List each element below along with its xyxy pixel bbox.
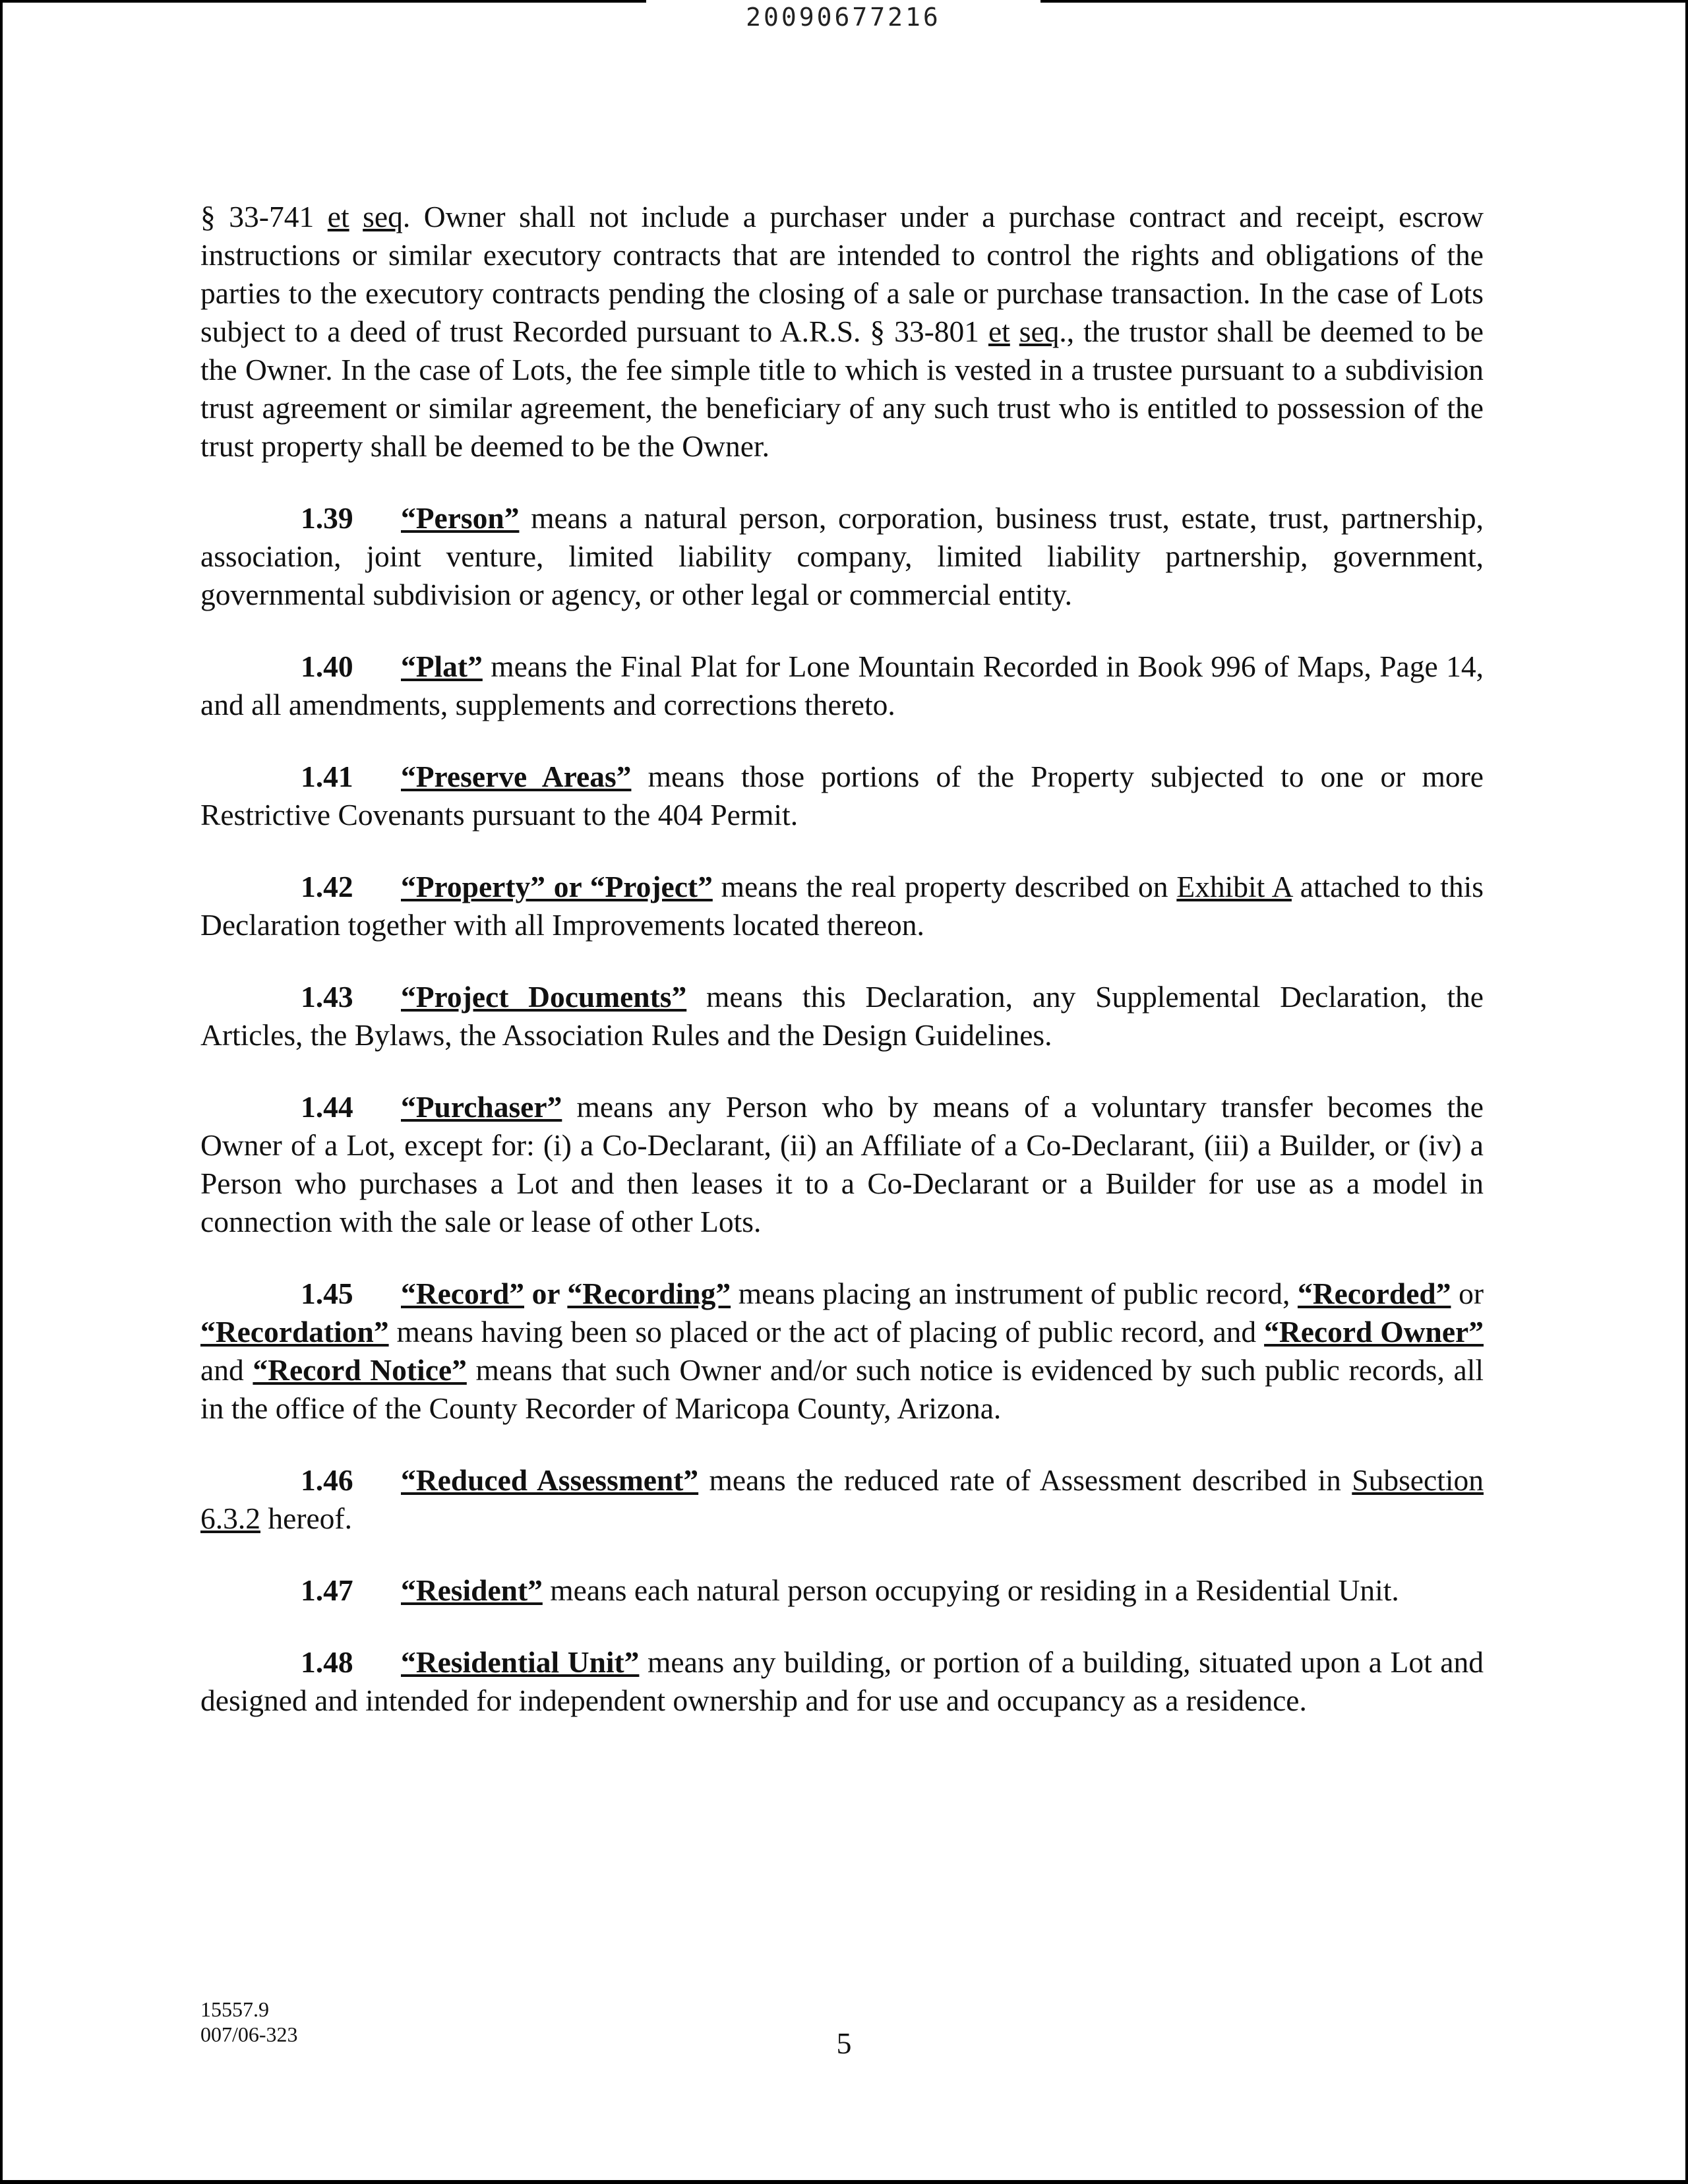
defined-term: “Plat” bbox=[401, 650, 483, 683]
document-body bbox=[200, 198, 1484, 1753]
intro-text: ., the trustor shall be deemed to be the Owner. In the case of Lots, the fee simple title to which is vested in a trustee pursuant to a subdivision trust agreement or similar agreement, the beneficiary of any such trust who is entitled to possession of the trust property shall be deemed to be the Owner. bbox=[200, 315, 1484, 463]
intro-text: § 33-741 bbox=[200, 200, 328, 233]
latin-et: et bbox=[988, 315, 1010, 348]
scan-border-top-left bbox=[0, 0, 646, 3]
section-number: 1.39 bbox=[301, 501, 353, 535]
definition-text: means each natural person occupying or residing in a Residential Unit. bbox=[542, 1573, 1399, 1607]
definition-text: means any building, or portion of a building, situated upon a Lot and designed and intended for independent ownership and for use and occupancy as a residence. bbox=[200, 1645, 1484, 1717]
defined-term: “Residential Unit” bbox=[401, 1645, 640, 1679]
definition-text: means having been so placed or the act of placing of public record, and bbox=[388, 1315, 1265, 1349]
scan-border-bottom bbox=[0, 2180, 1688, 2184]
scan-border-top-right bbox=[1040, 0, 1688, 3]
section-number: 1.41 bbox=[301, 760, 353, 793]
defined-term: “Purchaser” bbox=[401, 1090, 562, 1124]
conjunction: and bbox=[200, 1353, 253, 1387]
page-number: 5 bbox=[836, 2026, 852, 2060]
defined-term: “Record” bbox=[401, 1277, 524, 1310]
section-1-41 bbox=[200, 758, 1484, 834]
latin-seq: seq bbox=[1019, 315, 1060, 348]
section-1-46 bbox=[200, 1461, 1484, 1538]
scan-border-right bbox=[1685, 0, 1688, 2184]
section-number: 1.46 bbox=[301, 1463, 353, 1497]
intro-text: . Owner shall not include a purchaser under a purchase contract and receipt, escrow instructions or similar executory contracts that are intended to control the rights and obligations of the parties to the executory contracts pending the closing of a sale or purchase transaction. In the case of Lots subject to a deed of trust Recorded pursuant to A.R.S. § 33-801 bbox=[200, 200, 1484, 348]
definition-text: means the reduced rate of Assessment described in bbox=[698, 1463, 1352, 1497]
definition-text: means that such Owner and/or such notice is evidenced by such public records, all in the office of the County Recorder of Maricopa County, Arizona. bbox=[200, 1353, 1484, 1425]
section-number: 1.45 bbox=[301, 1277, 353, 1310]
section-1-39 bbox=[200, 499, 1484, 614]
defined-term: “Reduced Assessment” bbox=[401, 1463, 699, 1497]
latin-seq: seq bbox=[363, 200, 403, 233]
subsection-reference: Subsection 6.3.2 bbox=[200, 1463, 1484, 1535]
conjunction: or bbox=[1451, 1277, 1484, 1310]
defined-term: “Project Documents” bbox=[401, 980, 687, 1014]
defined-term: “Resident” bbox=[401, 1573, 543, 1607]
defined-term: “Property” or “Project” bbox=[401, 870, 713, 903]
section-1-47 bbox=[200, 1571, 1484, 1610]
footer-doc-id: 15557.9 bbox=[200, 1997, 269, 2021]
definition-text: means any Person who by means of a voluntary transfer becomes the Owner of a Lot, except for: (i) a Co-Declarant, (ii) an Affiliate of a Co-Declarant, (iii) a Builder, or (iv) a Person who purchases a Lot and then leases it to a Co-Declarant or a Builder for use as a model in connection with the sale or lease of other Lots. bbox=[200, 1090, 1484, 1238]
footer-reference bbox=[200, 1997, 298, 2047]
section-1-40 bbox=[200, 648, 1484, 724]
defined-term: “Recording” bbox=[567, 1277, 731, 1310]
definition-text: means placing an instrument of public record, bbox=[731, 1277, 1298, 1310]
definition-text: means a natural person, corporation, business trust, estate, trust, partnership, association, joint venture, limited liability company, limited liability partnership, government, governmental subdivision or agency, or other legal or commercial entity. bbox=[200, 501, 1484, 611]
defined-term: “Record Notice” bbox=[253, 1353, 467, 1387]
conjunction: or bbox=[524, 1277, 568, 1310]
section-number: 1.43 bbox=[301, 980, 353, 1014]
section-1-48 bbox=[200, 1643, 1484, 1720]
section-1-43 bbox=[200, 978, 1484, 1054]
section-1-44 bbox=[200, 1088, 1484, 1241]
scan-border-left bbox=[0, 0, 3, 2184]
defined-term: “Person” bbox=[401, 501, 520, 535]
defined-term: “Recordation” bbox=[200, 1315, 389, 1349]
definition-text: attached to this Declaration together with all Improvements located thereon. bbox=[200, 870, 1484, 942]
defined-term: “Preserve Areas” bbox=[401, 760, 632, 793]
section-1-45 bbox=[200, 1275, 1484, 1428]
section-number: 1.47 bbox=[301, 1573, 353, 1607]
section-number: 1.40 bbox=[301, 650, 353, 683]
definition-text: means the Final Plat for Lone Mountain Recorded in Book 996 of Maps, Page 14, and all amendments, supplements and corrections thereto. bbox=[200, 650, 1484, 721]
definition-text: means this Declaration, any Supplemental Declaration, the Articles, the Bylaws, the Association Rules and the Design Guidelines. bbox=[200, 980, 1484, 1052]
recording-number: 20090677216 bbox=[746, 3, 941, 32]
section-1-42 bbox=[200, 868, 1484, 944]
section-number: 1.48 bbox=[301, 1645, 353, 1679]
footer-file-number: 007/06-323 bbox=[200, 2022, 298, 2046]
defined-term: “Record Owner” bbox=[1264, 1315, 1484, 1349]
definition-text: hereof. bbox=[260, 1502, 352, 1535]
intro-paragraph bbox=[200, 198, 1484, 466]
section-number: 1.44 bbox=[301, 1090, 353, 1124]
exhibit-reference: Exhibit A bbox=[1176, 870, 1292, 903]
definition-text: means those portions of the Property subjected to one or more Restrictive Covenants pursuant to the 404 Permit. bbox=[200, 760, 1484, 832]
section-number: 1.42 bbox=[301, 870, 353, 903]
latin-et: et bbox=[327, 200, 349, 233]
definition-text: means the real property described on bbox=[712, 870, 1177, 903]
defined-term: “Recorded” bbox=[1297, 1277, 1451, 1310]
